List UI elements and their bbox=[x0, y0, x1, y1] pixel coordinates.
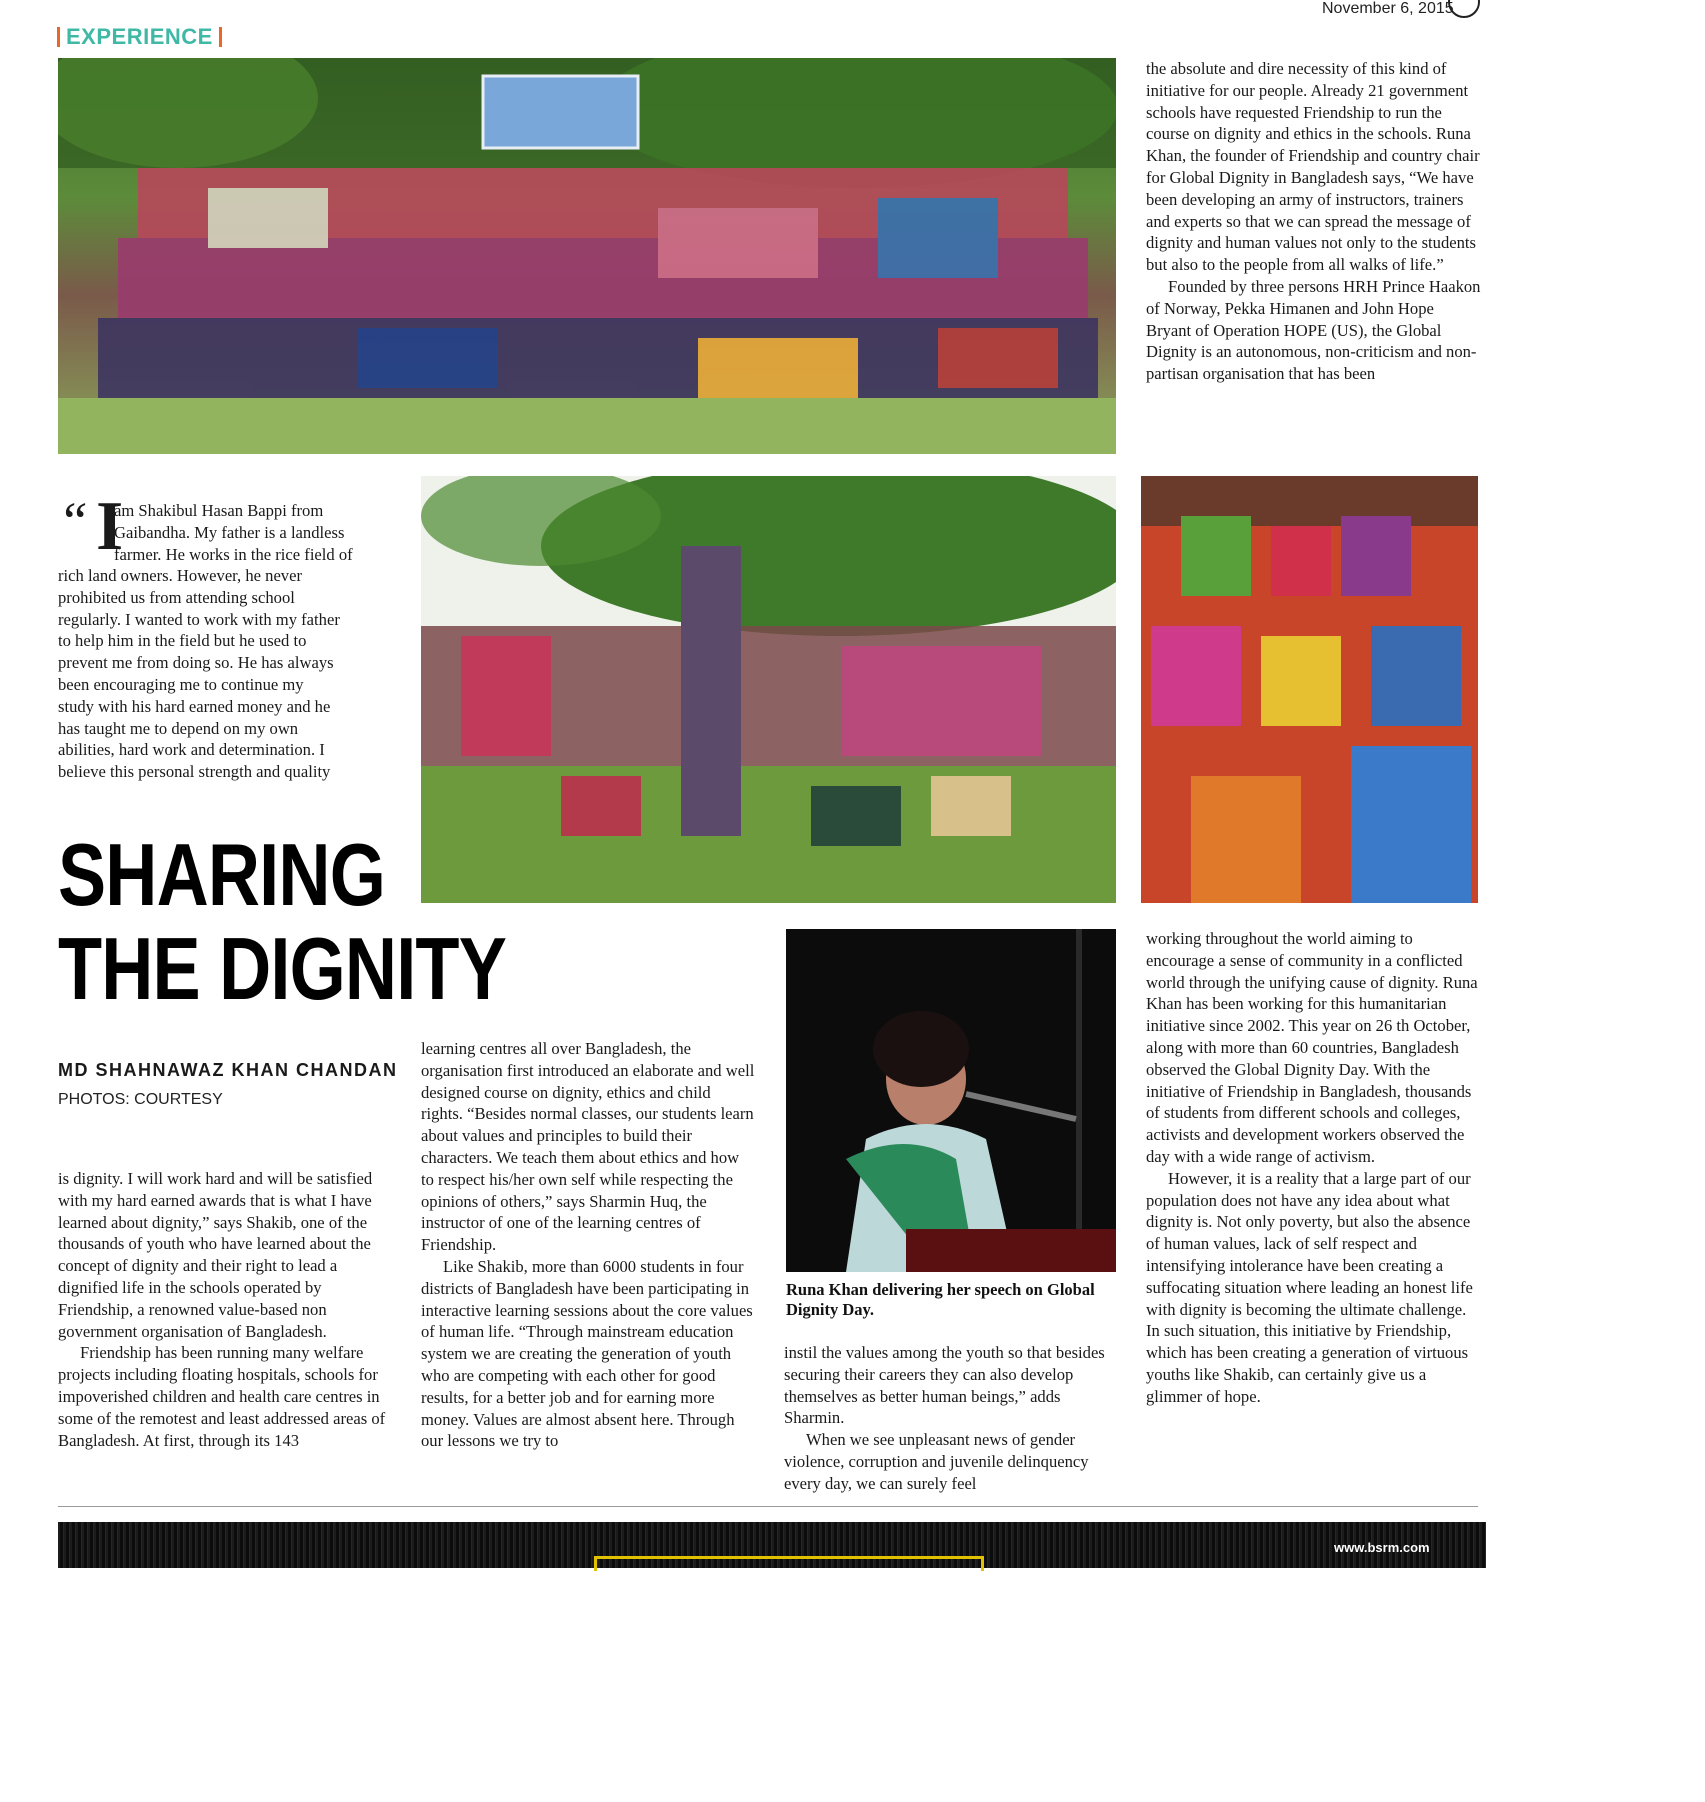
intro-line: to help him in the field but he used to bbox=[58, 631, 307, 651]
headline bbox=[58, 825, 517, 1018]
paragraph: However, it is a reality that a large part of our population does not have any idea about what dignity is. Not only poverty, but also the absence of human values, lack of self respect and intensifying intolerance have been creating a suffocating situation where leading an honest life with dignity is becoming the ultimate challenge. In such situation, this initiative by Friendship, which has been creating a generation of virtuous youths like Shakib, can certainly give us a glimmer of hope. bbox=[1146, 1168, 1473, 1406]
section-bar-right bbox=[219, 27, 222, 47]
paragraph: instil the values among the youth so that besides securing their careers they can also develop themselves as better human beings,” adds Sharmin. bbox=[784, 1343, 1105, 1428]
intro-line: Gaibandha. My father is a landless bbox=[114, 522, 345, 542]
column-4-top bbox=[1146, 58, 1482, 385]
intro-text bbox=[58, 565, 404, 783]
paragraph: is dignity. I will work hard and will be satisfied with my hard earned awards that is what I have learned about dignity,” says Shakib, one of the thousands of youth who have learned about the concept of dignity and their right to lead a dignified life in the schools operated by Friendship, a renowned value-based non government organisation of Bangladesh. bbox=[58, 1169, 373, 1341]
headline-line-2: THE DIGNITY bbox=[58, 919, 507, 1018]
footer-rule bbox=[58, 1506, 1478, 1507]
advert-url[interactable]: www.bsrm.com bbox=[1334, 1540, 1430, 1555]
photos-credit: PHOTOS: COURTESY bbox=[58, 1091, 223, 1108]
intro-line: rich land owners. However, he never bbox=[58, 566, 302, 585]
intro-line: regularly. I wanted to work with my father bbox=[58, 609, 340, 629]
column-1 bbox=[58, 1168, 388, 1451]
column-3 bbox=[784, 1342, 1116, 1495]
paragraph: working throughout the world aiming to encourage a sense of community in a conflicted world through the unifying cause of dignity. Runa Khan has been working for this humanitarian initiative since 2002. This year on 26 th October, along with more than 60 countries, Bangladesh observed the Global Dignity Day. With the initiative of Friendship in Bangladesh, thousands of students from different schools and colleges, activists and development workers observed the day with a wide range of activism. bbox=[1146, 929, 1478, 1166]
byline: MD SHAHNAWAZ KHAN CHANDAN bbox=[58, 1060, 398, 1080]
intro-line: has taught me to depend on my own bbox=[58, 718, 299, 738]
intro-line: prevent me from doing so. He has always bbox=[58, 653, 334, 673]
headline-line-1: SHARING bbox=[58, 825, 386, 924]
column-4-bottom bbox=[1146, 928, 1482, 1408]
classroom-photo bbox=[1141, 476, 1478, 903]
intro-line: am Shakibul Hasan Bappi from bbox=[114, 501, 324, 520]
advert-frame bbox=[594, 1556, 984, 1571]
intro-line: farmer. He works in the rice field of bbox=[114, 544, 353, 564]
section-label: EXPERIENCE bbox=[66, 24, 213, 49]
speaker-photo bbox=[786, 929, 1116, 1272]
paragraph: Founded by three persons HRH Prince Haakon of Norway, Pekka Himanen and John Hope Bryant of Operation HOPE (US), the Global Dignity is an autonomous, non-criticism and non-partisan organisation that has been bbox=[1146, 276, 1481, 384]
group-photo bbox=[58, 58, 1116, 454]
section-tag bbox=[57, 24, 222, 50]
paragraph: Friendship has been running many welfare projects including floating hospitals, schools for impoverished children and health care centres in some of the remotest and least addressed areas of Bangladesh. At first, through its 143 bbox=[58, 1343, 386, 1450]
paragraph: the absolute and dire necessity of this kind of initiative for our people. Already 21 government schools have requested Friendship to run the course on dignity and ethics in the schools. Runa Khan, the founder of Friendship and country chair for Global Dignity in Bangladesh says, “We have been developing an army of instructors, trainers and experts so that we can spread the message of dignity and human values not only to the students but also to the people from all walks of life.” bbox=[1146, 59, 1480, 275]
intro-line: believe this personal strength and quality bbox=[58, 762, 331, 782]
drop-cap: I bbox=[96, 488, 124, 565]
issue-date: November 6, 2015 bbox=[1322, 0, 1454, 17]
intro-line: study with his hard earned money and he bbox=[58, 696, 331, 716]
intro-line: abilities, hard work and determination. I bbox=[58, 740, 325, 760]
paragraph: When we see unpleasant news of gender violence, corruption and juvenile delinquency every day, we can surely feel bbox=[784, 1430, 1089, 1493]
paragraph: Like Shakib, more than 6000 students in four districts of Bangladesh have been participating in interactive learning sessions about the core values of human life. “Through mainstream education system we are creating the generation of youth who are competing with each other for good results, for a better job and for earning more money. Values are almost absent here. Through our lessons we try to bbox=[421, 1256, 753, 1451]
intro-line: prohibited us from attending school bbox=[58, 587, 295, 607]
section-bar-left bbox=[57, 27, 60, 47]
intro-text-indented bbox=[114, 500, 404, 565]
photo-caption: Runa Khan delivering her speech on Global Dignity Day. bbox=[786, 1280, 1095, 1319]
column-2 bbox=[421, 1038, 756, 1452]
circle-session-photo bbox=[421, 476, 1116, 903]
intro-line: been encouraging me to continue my bbox=[58, 674, 304, 694]
quote-mark: “ bbox=[58, 491, 89, 551]
paragraph: learning centres all over Bangladesh, the organisation first introduced an elaborate and well designed course on dignity, ethics and child rights. “Besides normal classes, our students learn about values and principles to build their characters. We teach them about ethics and how to respect his/her own self while respecting the opinions of others,” says Sharmin Huq, the instructor of one of the learning centres of Friendship. bbox=[421, 1039, 755, 1255]
